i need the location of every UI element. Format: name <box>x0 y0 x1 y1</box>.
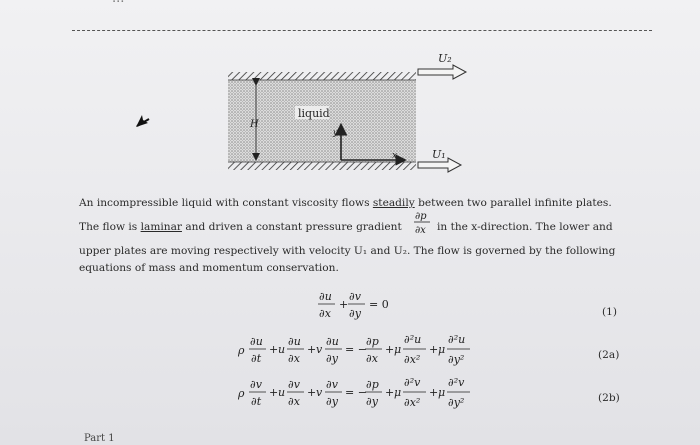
svg-text:+: + <box>429 386 439 399</box>
svg-text:u: u <box>278 386 286 399</box>
svg-text:∂²u: ∂²u <box>404 333 422 346</box>
svg-text:∂x: ∂x <box>366 352 378 365</box>
svg-text:+: + <box>385 343 395 356</box>
svg-text:+: + <box>429 343 439 356</box>
svg-text:∂u: ∂u <box>250 335 263 348</box>
svg-text:v: v <box>316 386 323 399</box>
svg-text:∂t: ∂t <box>251 352 262 365</box>
svg-text:μ: μ <box>394 343 402 356</box>
svg-text:∂x²: ∂x² <box>404 353 421 366</box>
problem-line-4: equations of mass and momentum conservation. <box>79 262 339 274</box>
svg-text:+: + <box>307 386 317 399</box>
channel-flow-figure <box>0 0 700 200</box>
svg-text:∂²u: ∂²u <box>448 333 466 346</box>
svg-text:∂u: ∂u <box>319 290 332 303</box>
svg-text:= 0: = 0 <box>369 298 389 311</box>
svg-text:+: + <box>307 343 317 356</box>
pressure-gradient-fraction <box>413 208 433 236</box>
svg-text:∂x: ∂x <box>319 307 331 320</box>
svg-text:∂v: ∂v <box>288 378 300 391</box>
equation-number-2b: (2b) <box>598 392 620 404</box>
svg-text:∂v: ∂v <box>349 290 361 303</box>
svg-text:∂x: ∂x <box>288 395 300 408</box>
svg-text:μ: μ <box>438 343 446 356</box>
svg-text:= −: = − <box>345 343 367 356</box>
svg-text:∂v: ∂v <box>250 378 262 391</box>
svg-text:∂p: ∂p <box>415 211 427 222</box>
svg-text:+: + <box>269 343 279 356</box>
equation-y-momentum <box>238 373 478 419</box>
svg-text:∂u: ∂u <box>326 335 339 348</box>
svg-text:∂v: ∂v <box>326 378 338 391</box>
svg-text:∂t: ∂t <box>251 395 262 408</box>
svg-text:+: + <box>269 386 279 399</box>
svg-text:ρ: ρ <box>238 387 245 400</box>
equation-continuity <box>315 287 435 331</box>
equation-x-momentum <box>238 330 478 374</box>
problem-line-1: An incompressible liquid with constant viscosity flows steadily between two parallel infinite plates. <box>79 197 612 209</box>
svg-text:∂²v: ∂²v <box>448 376 465 389</box>
svg-text:= −: = − <box>345 386 367 399</box>
problem-line-2b: in the x-direction. The lower and <box>437 221 613 233</box>
equation-number-1: (1) <box>602 306 618 318</box>
svg-text:∂y²: ∂y² <box>448 396 465 409</box>
svg-text:u: u <box>278 343 286 356</box>
svg-text:ρ: ρ <box>238 344 245 357</box>
svg-text:+: + <box>339 298 349 311</box>
svg-text:∂p: ∂p <box>366 335 379 348</box>
liquid-label: liquid <box>298 107 330 120</box>
svg-text:v: v <box>316 343 323 356</box>
svg-text:∂y: ∂y <box>349 307 361 320</box>
u1-label: U₁ <box>432 148 446 161</box>
svg-text:∂u: ∂u <box>288 335 301 348</box>
svg-text:∂x²: ∂x² <box>404 396 421 409</box>
problem-line-3: upper plates are moving respectively with velocity U₁ and U₂. The flow is governed by the following <box>79 245 616 257</box>
svg-text:μ: μ <box>438 386 446 399</box>
part-label: Part 1 <box>84 433 115 444</box>
svg-text:∂y²: ∂y² <box>448 353 465 366</box>
problem-line-2: The flow is laminar and driven a constant pressure gradient <box>79 221 402 233</box>
svg-text:∂x: ∂x <box>288 352 300 365</box>
svg-text:∂y: ∂y <box>326 352 338 365</box>
svg-text:μ: μ <box>394 386 402 399</box>
svg-text:∂x: ∂x <box>415 225 426 236</box>
u2-label: U₂ <box>438 52 452 65</box>
h-label: H <box>250 119 259 130</box>
x-label: x <box>392 151 398 161</box>
svg-text:+: + <box>385 386 395 399</box>
svg-text:∂y: ∂y <box>326 395 338 408</box>
lower-plate <box>228 162 416 170</box>
u2-velocity-arrow <box>418 65 466 79</box>
equation-number-2a: (2a) <box>598 349 620 361</box>
upper-plate <box>228 72 416 80</box>
y-label: y <box>333 128 338 137</box>
svg-text:∂p: ∂p <box>366 378 379 391</box>
svg-text:∂y: ∂y <box>366 395 378 408</box>
svg-text:∂²v: ∂²v <box>404 376 421 389</box>
